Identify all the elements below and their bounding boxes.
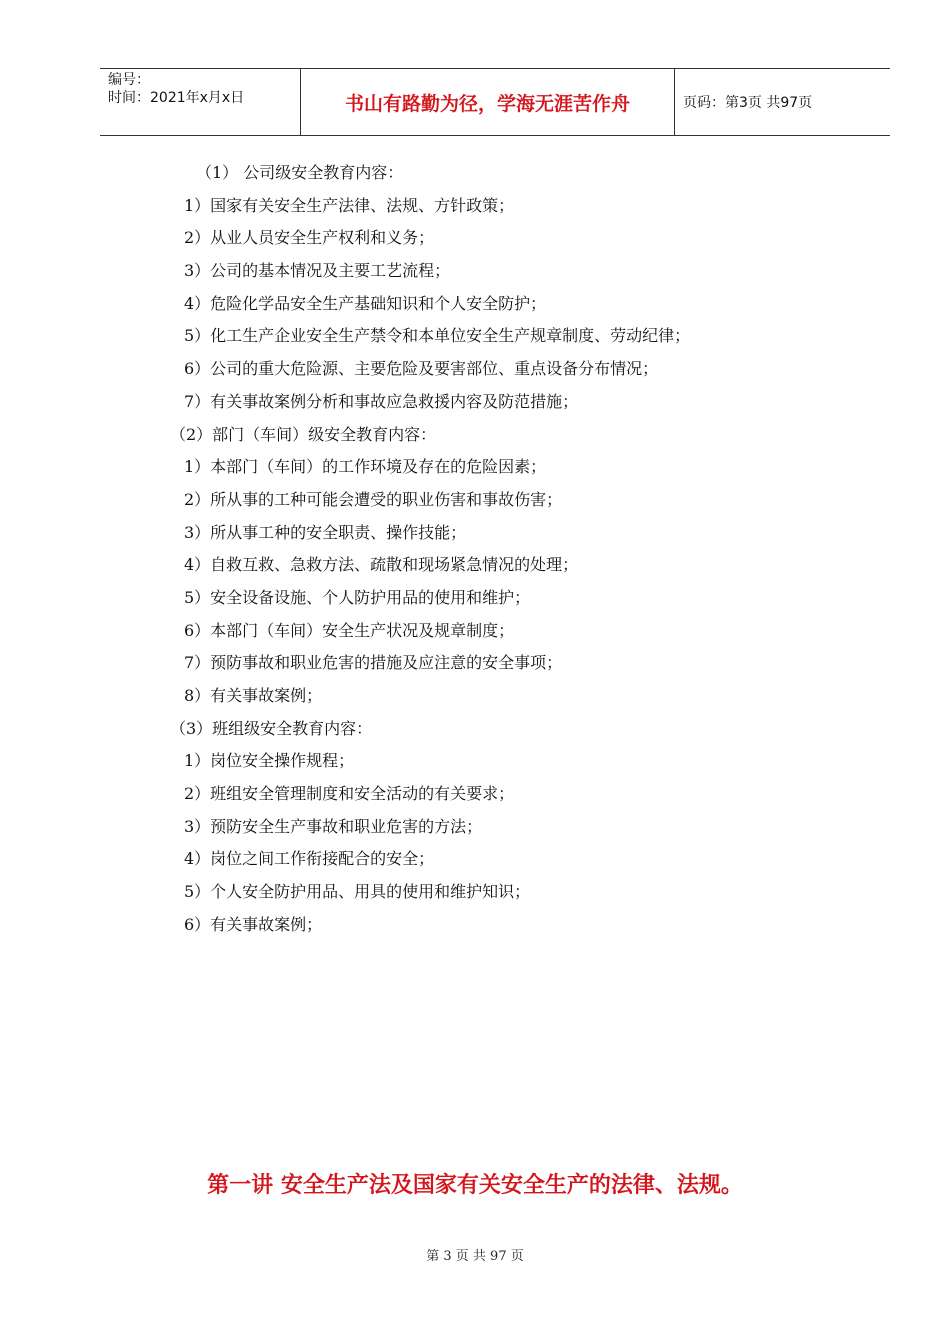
page-footer: 第 3 页 共 97 页 xyxy=(426,1249,524,1264)
list-item: 6）本部门（车间）安全生产状况及规章制度； xyxy=(184,620,515,640)
list-item: 6）公司的重大危险源、主要危险及要害部位、重点设备分布情况； xyxy=(184,359,659,379)
list-item: 6）有关事故案例； xyxy=(184,914,323,934)
header-page-info: 页码：第3页 共97页 xyxy=(683,95,813,111)
list-item: 3）预防安全生产事故和职业危害的方法； xyxy=(184,816,483,836)
document-body xyxy=(170,157,830,942)
list-item: 5）个人安全防护用品、用具的使用和维护知识； xyxy=(184,882,531,902)
list-item: 7）有关事故案例分析和事故应急救援内容及防范措施； xyxy=(184,391,579,411)
list-item: 5）化工生产企业安全生产禁令和本单位安全生产规章制度、劳动纪律； xyxy=(184,326,691,346)
list-item: 2）所从事的工种可能会遭受的职业伤害和事故伤害； xyxy=(184,489,563,509)
time-label: 时间：2021年x月x日 xyxy=(108,90,245,106)
list-item: 4）岗位之间工作衔接配合的安全； xyxy=(184,849,435,869)
lecture-heading: 第一讲 安全生产法及国家有关安全生产的法律、法规。 xyxy=(207,1173,743,1198)
list-item: 2）班组安全管理制度和安全活动的有关要求； xyxy=(184,784,515,804)
list-item: 1）本部门（车间）的工作环境及存在的危险因素； xyxy=(184,457,547,477)
list-item: 5）安全设备设施、个人防护用品的使用和维护； xyxy=(184,587,531,607)
list-item: 2）从业人员安全生产权利和义务； xyxy=(184,228,435,248)
list-item: 1）国家有关安全生产法律、法规、方针政策； xyxy=(184,195,515,215)
number-label: 编号： xyxy=(108,72,150,88)
header-motto: 书山有路勤为径，学海无涯苦作舟 xyxy=(301,69,675,135)
list-item: 3）公司的基本情况及主要工艺流程； xyxy=(184,261,451,281)
section-title: （1） 公司级安全教育内容： xyxy=(196,163,404,182)
list-item: 8）有关事故案例； xyxy=(184,686,323,705)
list-item: 7）预防事故和职业危害的措施及应注意的安全事项； xyxy=(184,653,563,673)
list-item: 4）危险化学品安全生产基础知识和个人安全防护； xyxy=(184,293,547,313)
list-item: 4）自救互救、急救方法、疏散和现场紧急情况的处理； xyxy=(184,555,579,575)
header-meta xyxy=(100,69,301,135)
list-item: 3）所从事工种的安全职责、操作技能； xyxy=(184,522,467,542)
section-title: （3）班组级安全教育内容： xyxy=(170,718,373,738)
section-title: （2）部门（车间）级安全教育内容： xyxy=(170,424,437,444)
page-header xyxy=(100,68,890,136)
list-item: 1）岗位安全操作规程； xyxy=(184,751,355,771)
